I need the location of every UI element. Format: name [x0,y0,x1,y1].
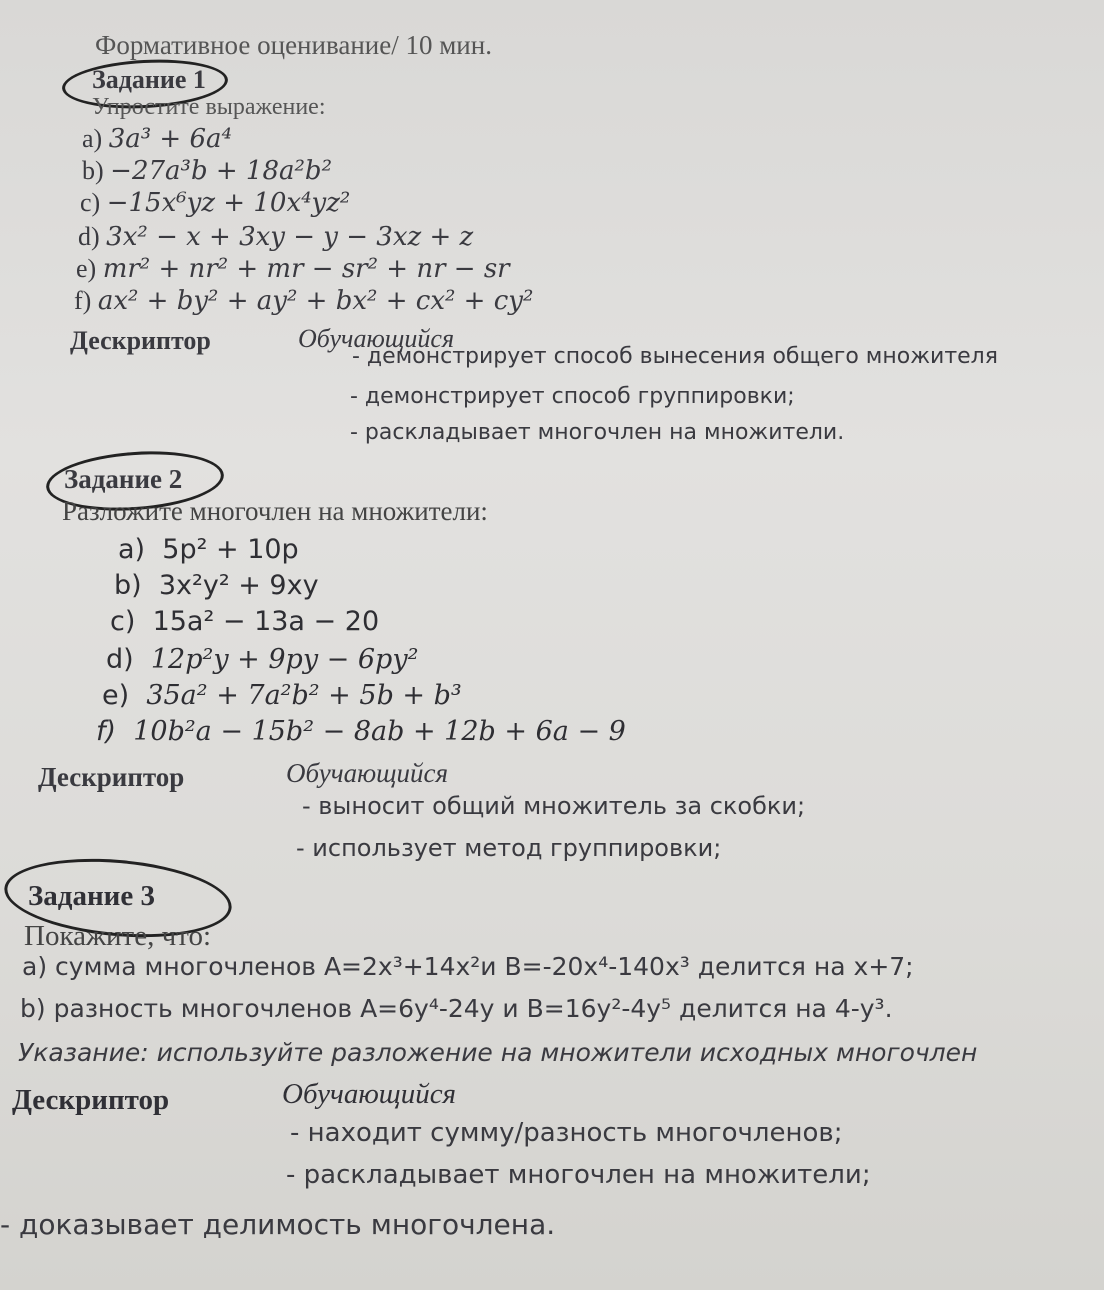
task1-item-e: e) mr² + nr² + mr − sr² + nr − sr [76,254,510,284]
task1-item-b: b) −27a³b + 18a²b² [82,156,332,186]
task3-hint: Указание: используйте разложение на множители исходных многочлен [18,1038,978,1067]
task1-item-d: d) 3x² − x + 3xy − y − 3xz + z [78,222,474,252]
task1-descriptor-label: Дескриптор [70,326,211,355]
task2-item-c: c) 15a² − 13a − 20 [110,606,380,637]
task2-item-a: a) 5p² + 10p [118,534,299,565]
task1-instruction: Упростите выражение: [92,94,326,120]
task2-item-f: f) 10b²a − 15b² − 8ab + 12b + 6a − 9 [96,716,626,747]
task1-item-f: f) ax² + by² + ay² + bx² + cx² + cy² [74,286,534,316]
task2-criterion-2: - использует метод группировки; [296,834,722,862]
task2-criterion-1: - выносит общий множитель за скобки; [302,792,806,820]
task3-criterion-1: - находит сумму/разность многочленов; [290,1118,843,1148]
task2-learner: Обучающийся [286,758,449,788]
task3-learner: Обучающийся [282,1078,457,1110]
task1-item-c: c) −15x⁶yz + 10x⁴yz² [80,188,351,218]
task2-instruction: Разложите многочлен на множители: [62,496,488,526]
task2-item-b: b) 3x²y² + 9xy [114,570,319,601]
page-header: Формативное оценивание/ 10 мин. [95,30,492,60]
task1-item-a: a) 3a³ + 6a⁴ [82,124,232,154]
task1-title: Задание 1 [92,65,206,94]
task2-title: Задание 2 [64,464,183,494]
task2-item-d: d) 12p²y + 9py − 6py² [106,644,419,675]
task1-criterion-2: - демонстрирует способ группировки; [350,384,795,409]
task3-criterion-3: - доказывает делимость многочлена. [0,1208,556,1241]
task3-criterion-2: - раскладывает многочлен на множители; [286,1160,871,1190]
task3-descriptor-label: Дескриптор [12,1084,170,1116]
task1-criterion-3: - раскладывает многочлен на множители. [350,420,845,445]
task3-title: Задание 3 [28,880,156,912]
task3-item-a: a) сумма многочленов A=2x³+14x²и B=-20x⁴-140x³ делится на x+7; [22,952,914,981]
task2-descriptor-label: Дескриптор [38,762,185,792]
task2-item-e: e) 35a² + 7a²b² + 5b + b³ [102,680,462,711]
task3-item-b: b) разность многочленов A=6y⁴-24y и B=16y²-4y⁵ делится на 4-y³. [20,994,893,1023]
task1-criterion-1: - демонстрирует способ вынесения общего множителя [352,344,998,369]
task1-learner: Обучающийся [298,324,455,353]
task3-instruction: Покажите, что: [24,920,211,952]
